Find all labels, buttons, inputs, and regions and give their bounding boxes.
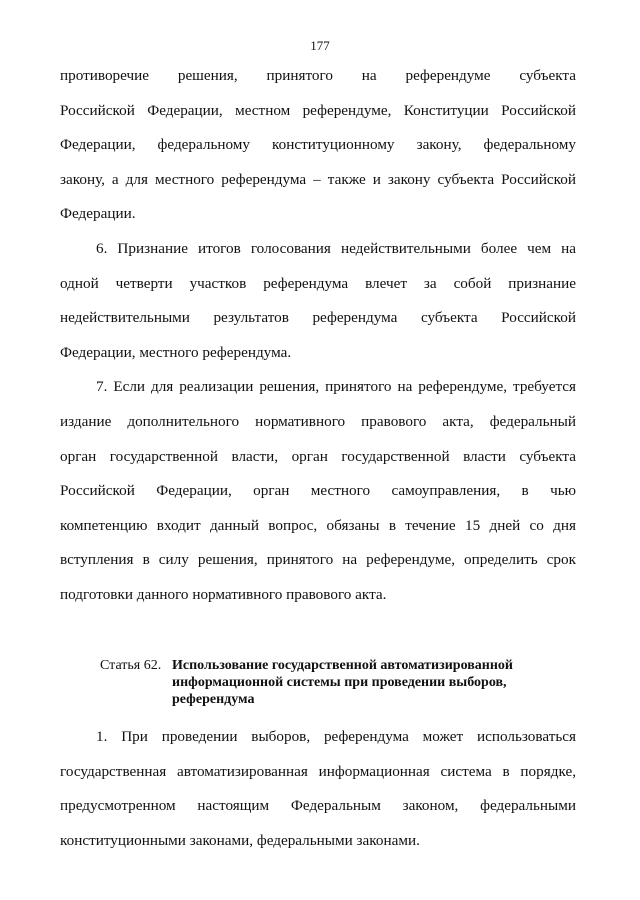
- page-number: 177: [310, 38, 330, 53]
- body-text-bottom: [60, 720, 576, 858]
- text-line: одной четверти участков референдума влечет за собой признание: [60, 274, 576, 292]
- article-label: Статья 62.: [100, 658, 162, 673]
- text-line: 6. Признание итогов голосования недействительными более чем на: [96, 239, 576, 257]
- article-title-line: информационной системы при проведении выборов,: [172, 675, 507, 690]
- text-line: конституционными законами, федеральными законами.: [60, 831, 420, 849]
- text-line: орган государственной власти, орган государственной власти субъекта: [60, 447, 576, 465]
- paragraph: [60, 370, 576, 612]
- text-line: государственная автоматизированная информационная система в порядке,: [60, 762, 576, 780]
- article-title-line: Использование государственной автоматизированной: [172, 658, 513, 673]
- text-line: предусмотренном настоящим Федеральным законом, федеральными: [60, 797, 576, 815]
- text-line: компетенцию входит данный вопрос, обязаны в течение 15 дней со дня: [60, 516, 576, 534]
- article-title-line: референдума: [172, 692, 255, 707]
- text-line: 7. Если для реализации решения, принятого на референдуме, требуется: [96, 378, 576, 396]
- text-line: подготовки данного нормативного правового акта.: [60, 585, 387, 603]
- text-line: Российской Федерации, орган местного самоуправления, в чью: [60, 482, 576, 500]
- text-line: Федерации.: [60, 205, 136, 223]
- paragraph: [60, 232, 576, 370]
- text-line: издание дополнительного нормативного правового акта, федеральный: [60, 412, 576, 430]
- text-line: недействительными результатов референдума субъекта Российской: [60, 309, 576, 327]
- article-title: [172, 657, 513, 708]
- text-line: Российской Федерации, местном референдуме, Конституции Российской: [60, 101, 576, 119]
- text-line: вступления в силу решения, принятого на референдуме, определить срок: [60, 551, 576, 569]
- paragraph: [60, 720, 576, 858]
- text-line: противоречие решения, принятого на референдуме субъекта: [60, 67, 576, 84]
- text-line: Федерации, федеральному конституционному закону, федеральному: [60, 136, 576, 154]
- text-line: закону, а для местного референдума – также и закону субъекта Российской: [60, 170, 576, 188]
- paragraph: [60, 59, 576, 232]
- text-line: 1. При проведении выборов, референдума может использоваться: [96, 728, 576, 745]
- text-line: Федерации, местного референдума.: [60, 343, 292, 361]
- body-text-top: [60, 59, 576, 613]
